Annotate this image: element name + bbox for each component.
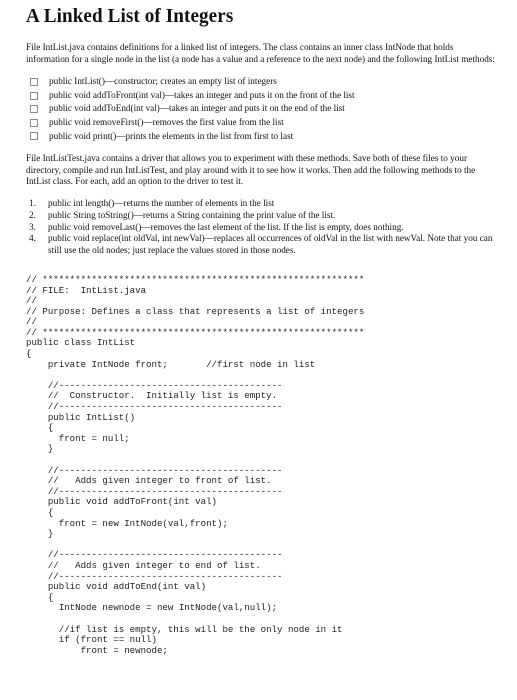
code-line: // *********************************************************** <box>26 273 365 285</box>
code-line: // FILE: IntList.java <box>26 284 147 296</box>
item-number: 2. <box>29 209 36 220</box>
item-number: 3. <box>29 221 36 232</box>
tasks-list <box>26 198 499 257</box>
list-item <box>26 198 499 210</box>
code-line: // Constructor. Initially list is empty. <box>26 390 278 402</box>
code-line: private IntNode front; //first node in list <box>26 358 316 370</box>
code-line: IntNode newnode = new IntNode(val,null); <box>26 602 278 614</box>
code-line: } <box>26 443 54 455</box>
code-line: //----------------------------------------- <box>26 401 283 413</box>
code-line: //if list is empty, this will be the only node in it <box>26 623 343 635</box>
code-line: //----------------------------------------- <box>26 485 283 497</box>
code-line: public class IntList <box>26 337 136 349</box>
list-item <box>30 116 499 130</box>
task-text: public int length()—returns the number of elements in the list <box>48 197 275 208</box>
code-line: front = new IntNode(val,front); <box>26 517 228 529</box>
code-line: //----------------------------------------- <box>26 464 283 476</box>
task-text: public void replace(int oldVal, int newVal)—replaces all occurrences of oldVal in the list with newVal. Note that you can still use the old nodes; just replace the values stored in those nodes. <box>48 233 493 256</box>
code-line: //----------------------------------------- <box>26 549 283 561</box>
method-text: public void print()—prints the elements in the list from first to last <box>49 130 294 141</box>
list-item <box>30 102 499 116</box>
code-line: front = null; <box>26 432 130 444</box>
code-line: // Purpose: Defines a class that represents a list of integers <box>26 305 365 317</box>
code-line <box>26 614 499 625</box>
checkbox-icon <box>30 119 38 127</box>
task-text: public void removeLast()—removes the last element of the list. If the list is empty, does nothing. <box>48 221 404 232</box>
code-line: { <box>26 506 54 518</box>
code-line: if (front == null) <box>26 634 157 646</box>
method-text: public void addToFront(int val)—takes an integer and puts it on the front of the list <box>49 89 355 100</box>
code-line: //----------------------------------------- <box>26 570 283 582</box>
code-line: // <box>26 316 37 328</box>
item-number: 4. <box>29 233 36 244</box>
code-line: // <box>26 295 37 307</box>
item-number: 1. <box>29 197 36 208</box>
code-line: } <box>26 528 54 540</box>
list-item <box>30 130 499 144</box>
page-title: A Linked List of Integers <box>26 6 234 27</box>
code-line: { <box>26 591 54 603</box>
method-text: public void removeFirst()—removes the first value from the list <box>49 116 284 127</box>
code-line: public void addToEnd(int val) <box>26 581 207 593</box>
code-line: front = newnode; <box>26 644 168 656</box>
code-line: // Adds given integer to front of list. <box>26 475 272 487</box>
method-text: public void addToEnd(int val)—takes an integer and puts it on the end of the list <box>49 103 345 114</box>
code-line: { <box>26 348 32 360</box>
intro-paragraph: File IntList.java contains definitions for a linked list of integers. The class contains an inner class IntNode that holds information for a single node in the list (a node has a value and a reference to the next node) and the following IntList methods: <box>26 42 495 64</box>
checkbox-icon <box>30 78 38 86</box>
checkbox-icon <box>30 105 38 113</box>
code-line: public IntList() <box>26 411 136 423</box>
methods-list <box>26 75 499 143</box>
code-line: { <box>26 422 54 434</box>
code-line: //----------------------------------------- <box>26 379 283 391</box>
code-line: public void addToFront(int val) <box>26 496 217 508</box>
code-line: // Adds given integer to end of list. <box>26 559 261 571</box>
code-line: // *********************************************************** <box>26 326 365 338</box>
list-item <box>26 233 499 257</box>
list-item <box>26 222 499 234</box>
task-text: public String toString()—returns a String containing the print value of the list. <box>48 209 336 220</box>
checkbox-icon <box>30 132 38 140</box>
method-text: public IntList()—constructor; creates an empty list of integers <box>49 76 277 87</box>
list-item <box>30 75 499 89</box>
checkbox-icon <box>30 92 38 100</box>
list-item <box>30 89 499 103</box>
list-item <box>26 210 499 222</box>
code-listing <box>26 275 499 656</box>
driver-paragraph: File IntListTest.java contains a driver that allows you to experiment with these methods. Save both of these files to your directory, compile and run IntListTest, and play around with it to see how it works. Then add the following methods to the IntList class. For each, add an option to the driver to test it. <box>26 153 476 187</box>
